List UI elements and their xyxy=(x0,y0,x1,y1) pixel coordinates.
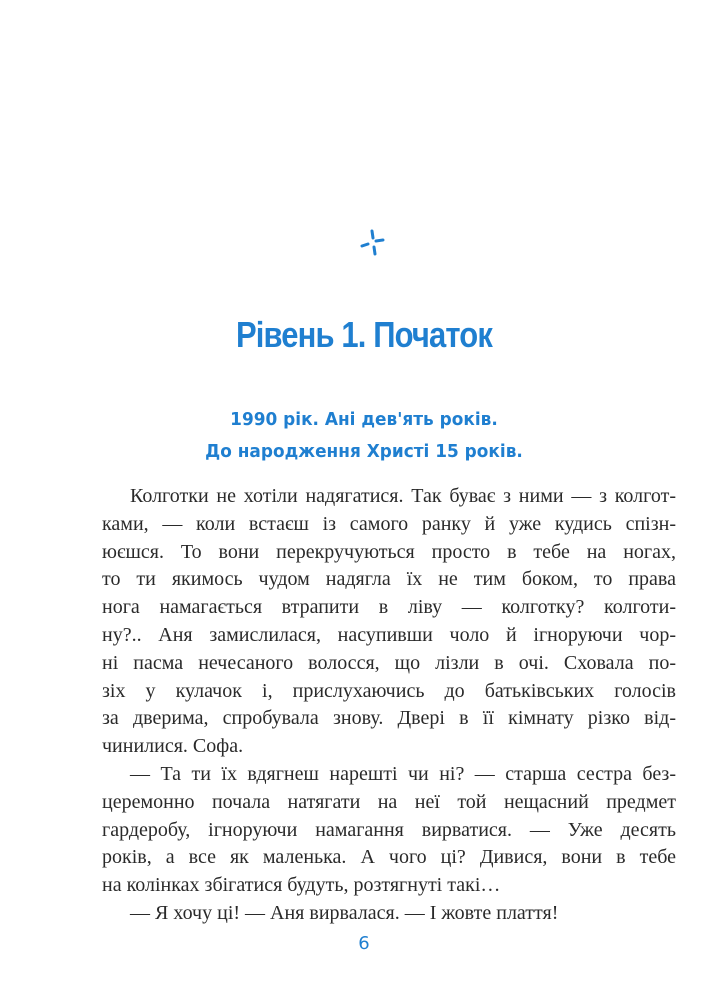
chapter-subtitle xyxy=(22,404,706,468)
text-line: ками, — коли встаєш із самого ранку й уже кудись спізн- xyxy=(102,512,676,535)
text-line: років, а все як маленька. А чого ці? Дивися, вони в тебе xyxy=(102,846,676,869)
text-line: церемонно почала натягати на неї той нещасний предмет xyxy=(102,790,676,813)
text-line: Колготки не хотіли надягатися. Так буває з ними — з колгот- xyxy=(130,485,676,507)
subtitle-line: До народження Христі 15 років. xyxy=(205,441,523,462)
page-number: 6 xyxy=(358,933,370,954)
text-line: гардеробу, ігноруючи намагання вирватися. — Уже десять xyxy=(102,818,676,841)
text-line: ні пасма нечесаного волосся, що лізли в очі. Сховала по- xyxy=(102,651,676,674)
text-line: — Я хочу ці! — Аня вирвалася. — І жовте плаття! xyxy=(130,901,559,924)
text-line: — Та ти їх вдягнеш нарешті чи ні? — старша сестра без- xyxy=(130,762,676,785)
text-line: за дверима, спробувала знову. Двері в її кімнату різко від- xyxy=(102,707,676,730)
text-line: то ти якимось чудом надягла їх не тим боком, то права xyxy=(102,568,676,591)
text-line: ну?.. Аня замислилася, насупивши чоло й ігноруючи чор- xyxy=(102,623,676,646)
body-text xyxy=(102,483,676,928)
text-line: нога намагається втрапити в ліву — колготку? колготи- xyxy=(102,596,676,619)
chapter-title: Рівень 1. Початок xyxy=(236,314,492,355)
text-line: чинилися. Софа. xyxy=(102,735,244,758)
sparkle-cross-icon xyxy=(357,228,387,258)
text-line: юєшся. То вони перекручуються просто в тебе на ногах, xyxy=(102,540,676,563)
subtitle-line: 1990 рік. Ані дев'ять років. xyxy=(230,409,498,430)
text-line: на колінках збігатися будуть, розтягнуті такі… xyxy=(102,874,501,897)
text-line: зіх у кулачок і, прислухаючись до батьківських голосів xyxy=(102,679,676,702)
